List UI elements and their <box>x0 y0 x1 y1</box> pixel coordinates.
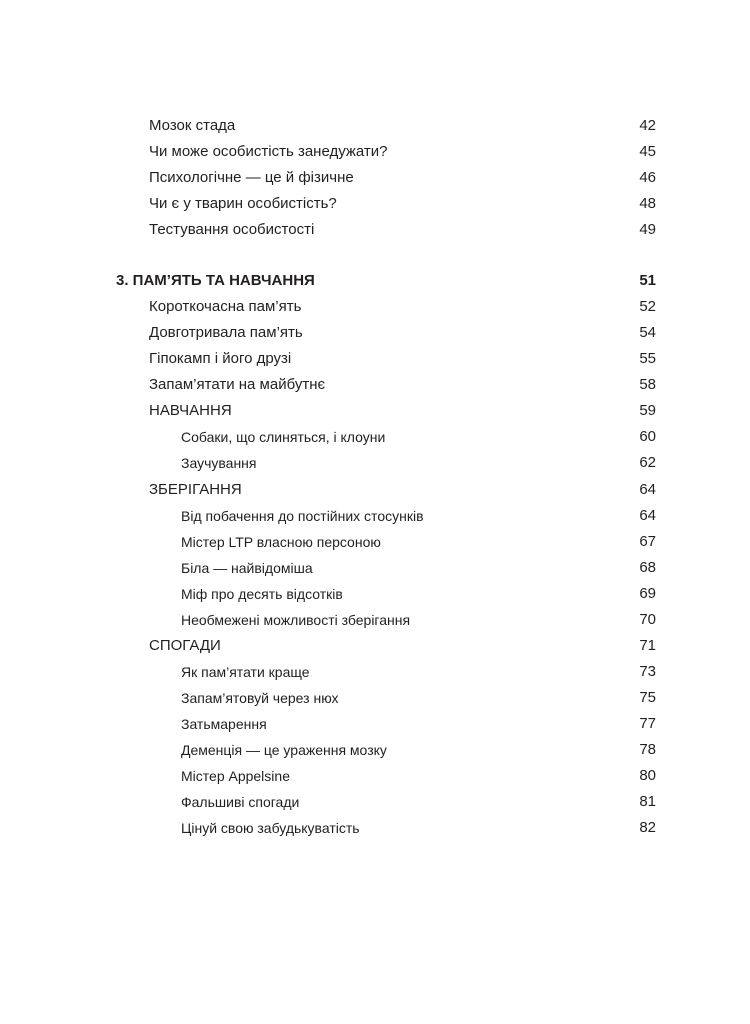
toc-entry-title: Тестування особистості <box>149 221 315 238</box>
toc-entry-page: 52 <box>639 298 656 315</box>
toc-chapter-title: 3. ПАМ’ЯТЬ ТА НАВЧАННЯ <box>116 272 315 289</box>
toc-subentry-page: 69 <box>639 585 656 602</box>
toc-subentry-page: 81 <box>639 793 656 810</box>
toc-subentry <box>181 556 656 580</box>
toc-subentry-page: 82 <box>639 819 656 836</box>
toc-section-page: 59 <box>639 402 656 419</box>
toc-subentry-title: Заучування <box>181 455 257 471</box>
toc-subentry <box>181 764 656 788</box>
toc-subentry-title: Міф про десять відсотків <box>181 586 343 602</box>
toc-subentry <box>181 425 656 449</box>
toc-subentry-page: 70 <box>639 611 656 628</box>
toc-entry <box>149 114 656 138</box>
toc-entry-page: 42 <box>639 117 656 134</box>
toc-section-heading <box>149 634 656 658</box>
toc-entry-title: Гіпокамп і його друзі <box>149 350 292 367</box>
toc-section-page: 64 <box>639 481 656 498</box>
toc-entry-title: Запам’ятати на майбутнє <box>149 376 326 393</box>
toc-entry-page: 49 <box>639 221 656 238</box>
toc-section-title: ЗБЕРІГАННЯ <box>149 481 242 498</box>
toc-subentry-title: Собаки, що слиняться, і клоуни <box>181 429 386 445</box>
toc-subentry <box>181 451 656 475</box>
toc-subentry <box>181 660 656 684</box>
toc-section-heading <box>149 478 656 502</box>
toc-section-title: НАВЧАННЯ <box>149 402 232 419</box>
toc-subentry-title: Від побачення до постійних стосунків <box>181 508 424 524</box>
toc-subentry <box>181 504 656 528</box>
toc-subentry-page: 77 <box>639 715 656 732</box>
toc-entry <box>149 218 656 242</box>
toc-subentry-page: 64 <box>639 507 656 524</box>
toc-entry-title: Короткочасна пам’ять <box>149 298 302 315</box>
toc-subentry-page: 67 <box>639 533 656 550</box>
toc-chapter-page: 51 <box>639 272 656 289</box>
toc-section-title: СПОГАДИ <box>149 637 221 654</box>
toc-subentry-page: 73 <box>639 663 656 680</box>
toc-subentry-title: Фальшиві спогади <box>181 794 300 810</box>
toc-subentry-title: Запам’ятовуй через нюх <box>181 690 339 706</box>
toc-entry-page: 54 <box>639 324 656 341</box>
toc-section-page: 71 <box>639 637 656 654</box>
toc-subentry-title: Як пам’ятати краще <box>181 664 310 680</box>
toc-subentry-title: Містер LTP власною персоною <box>181 534 381 550</box>
toc-entry <box>149 321 656 345</box>
toc-subentry-page: 60 <box>639 428 656 445</box>
toc-subentry <box>181 738 656 762</box>
toc-subentry-page: 75 <box>639 689 656 706</box>
toc-subentry-page: 62 <box>639 454 656 471</box>
toc-entry-title: Мозок стада <box>149 117 236 134</box>
toc-subentry-title: Деменція — це ураження мозку <box>181 742 387 758</box>
toc-entry-title: Чи є у тварин особистість? <box>149 195 337 212</box>
toc-entry <box>149 192 656 216</box>
toc-subentry <box>181 816 656 840</box>
toc-subentry-page: 80 <box>639 767 656 784</box>
toc-entry-page: 58 <box>639 376 656 393</box>
toc-subentry-page: 68 <box>639 559 656 576</box>
toc-entry <box>149 373 656 397</box>
toc-subentry-title: Біла — найвідоміша <box>181 560 313 576</box>
toc-entry-page: 55 <box>639 350 656 367</box>
toc-entry <box>149 347 656 371</box>
toc-entry-page: 45 <box>639 143 656 160</box>
toc-chapter-heading <box>116 269 656 293</box>
toc-entry <box>149 295 656 319</box>
toc-entry-title: Чи може особистість занедужати? <box>149 143 388 160</box>
toc-section-heading <box>149 399 656 423</box>
toc-subentry-page: 78 <box>639 741 656 758</box>
toc-subentry-title: Необмежені можливості зберігання <box>181 612 411 628</box>
toc-entry <box>149 140 656 164</box>
toc-subentry <box>181 686 656 710</box>
toc-subentry <box>181 712 656 736</box>
toc-subentry-title: Містер Appelsine <box>181 768 290 784</box>
toc-subentry-title: Затьмарення <box>181 716 267 732</box>
toc-entry-page: 48 <box>639 195 656 212</box>
toc-subentry-title: Цінуй свою забудькуватість <box>181 820 360 836</box>
toc-subentry <box>181 608 656 632</box>
toc-entry-title: Довготривала пам’ять <box>149 324 303 341</box>
toc-subentry <box>181 530 656 554</box>
toc-entry-page: 46 <box>639 169 656 186</box>
toc-subentry <box>181 582 656 606</box>
toc-entry-title: Психологічне — це й фізичне <box>149 169 354 186</box>
toc-subentry <box>181 790 656 814</box>
toc-entry <box>149 166 656 190</box>
